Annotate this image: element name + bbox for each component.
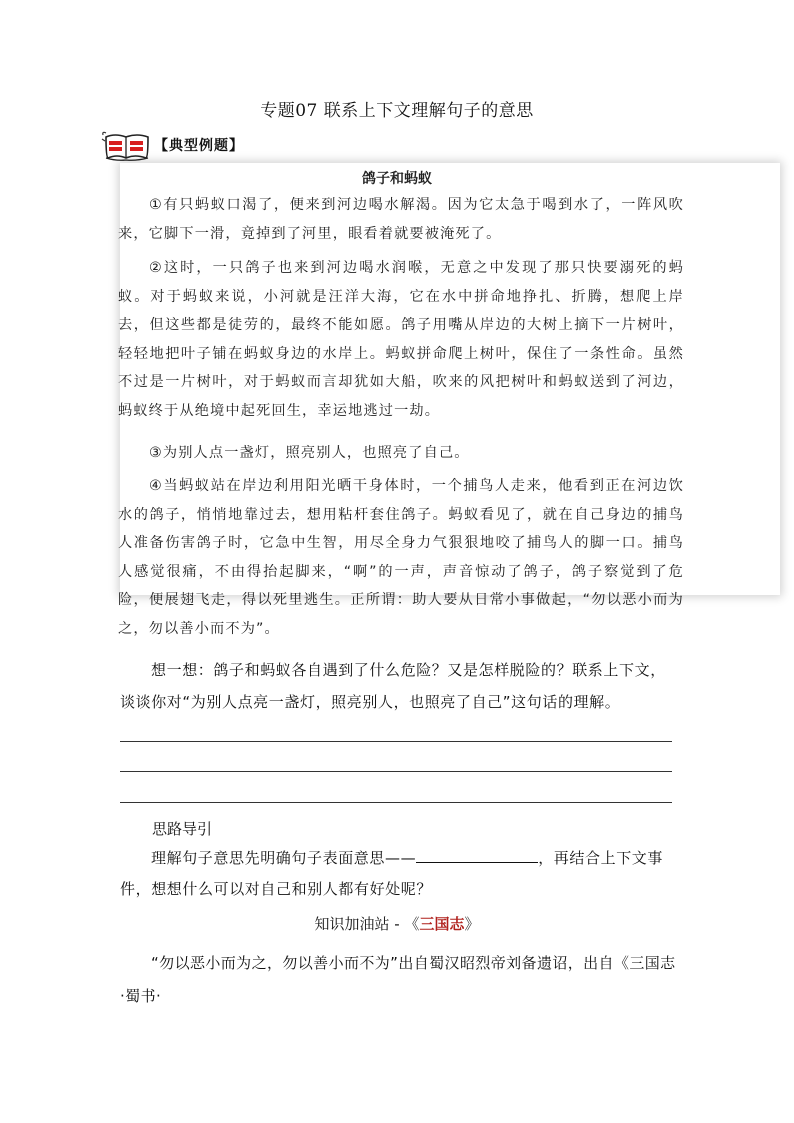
open-book-icon [100,127,152,163]
section-label: 【典型例题】 [154,138,244,154]
guide-title: 思路导引 [152,820,213,838]
answer-line-3[interactable] [120,802,672,803]
knowledge-title [0,911,794,937]
answer-line-1[interactable] [120,741,672,742]
story-paragraph-2: ②这时，一只鸽子也来到河边喝水润喉，无意之中发现了那只快要溺死的蚂蚁。对于蚂蚁来说，小河就是汪洋大海，它在水中拼命地挣扎、折腾，想爬上岸去，但这些都是徒劳的，最终不能如愿。鸽子用嘴从岸边的大树上摘下一片树叶，轻轻地把叶子铺在蚂蚁身边的水岸上。蚂蚁拼命爬上树叶，保住了一条性命。虽然不过是一片树叶，对于蚂蚁而言却犹如大船，吹来的风把树叶和蚂蚁送到了河边，蚂蚁终于从绝境中起死回生，幸运地逃过一劫。 [118,260,684,419]
guide-blank[interactable] [416,844,538,863]
guide-text [120,843,680,905]
story-paragraph-4: ④当蚂蚁站在岸边利用阳光晒干身体时，一个捕鸟人走来，他看到正在河边饮水的鸽子，悄悄地靠过去，想用粘杆套住鸽子。蚂蚁看见了，就在自己身边的捕鸟人准备伤害鸽子时，它急中生智，用尽全身力气狠狠地咬了捕鸟人的脚一口。捕鸟人感觉很痛，不由得抬起脚来，“啊”的一声，声音惊动了鸽子，鸽子察觉到了危险，便展翅飞走，得以死里逃生。正所谓：助人要从日常小事做起，“勿以恶小而为之，勿以善小而不为”。 [118,478,684,637]
book-open-mark: 《 [404,915,420,933]
book-close-mark: 》 [464,915,480,933]
knowledge-text: “勿以恶小而为之，勿以善小而不为”出自蜀汉昭烈帝刘备遗诏，出自《三国志·蜀书· [120,954,676,1005]
book-name: 三国志 [419,915,465,933]
story-paragraph-1: ①有只蚂蚁口渴了，便来到河边喝水解渴。因为它太急于喝到水了，一阵风吹来，它脚下一滑，竟掉到了河里，眼看着就要被淹死了。 [118,197,684,242]
page-title: 专题07 联系上下文理解句子的意思 [260,101,534,121]
guide-text-after: ，再结合上下文事件，想想什么可以对自己和别人都有好处呢？ [120,849,664,898]
question-text: 想一想：鸽子和蚂蚁各自遇到了什么危险？又是怎样脱险的？联系上下文，谈谈你对“为别人点亮一盏灯，照亮别人，也照亮了自己”这句话的理解。 [120,661,666,711]
section-header [100,128,244,162]
story-title: 鸽子和蚂蚁 [362,171,432,187]
knowledge-title-prefix: 知识加油站 - [314,915,405,933]
guide-text-before: 理解句子意思先明确句子表面意思—— [151,849,417,867]
story-paragraph-3: ③为别人点一盏灯，照亮别人，也照亮了自己。 [149,445,470,461]
answer-line-2[interactable] [120,771,672,772]
